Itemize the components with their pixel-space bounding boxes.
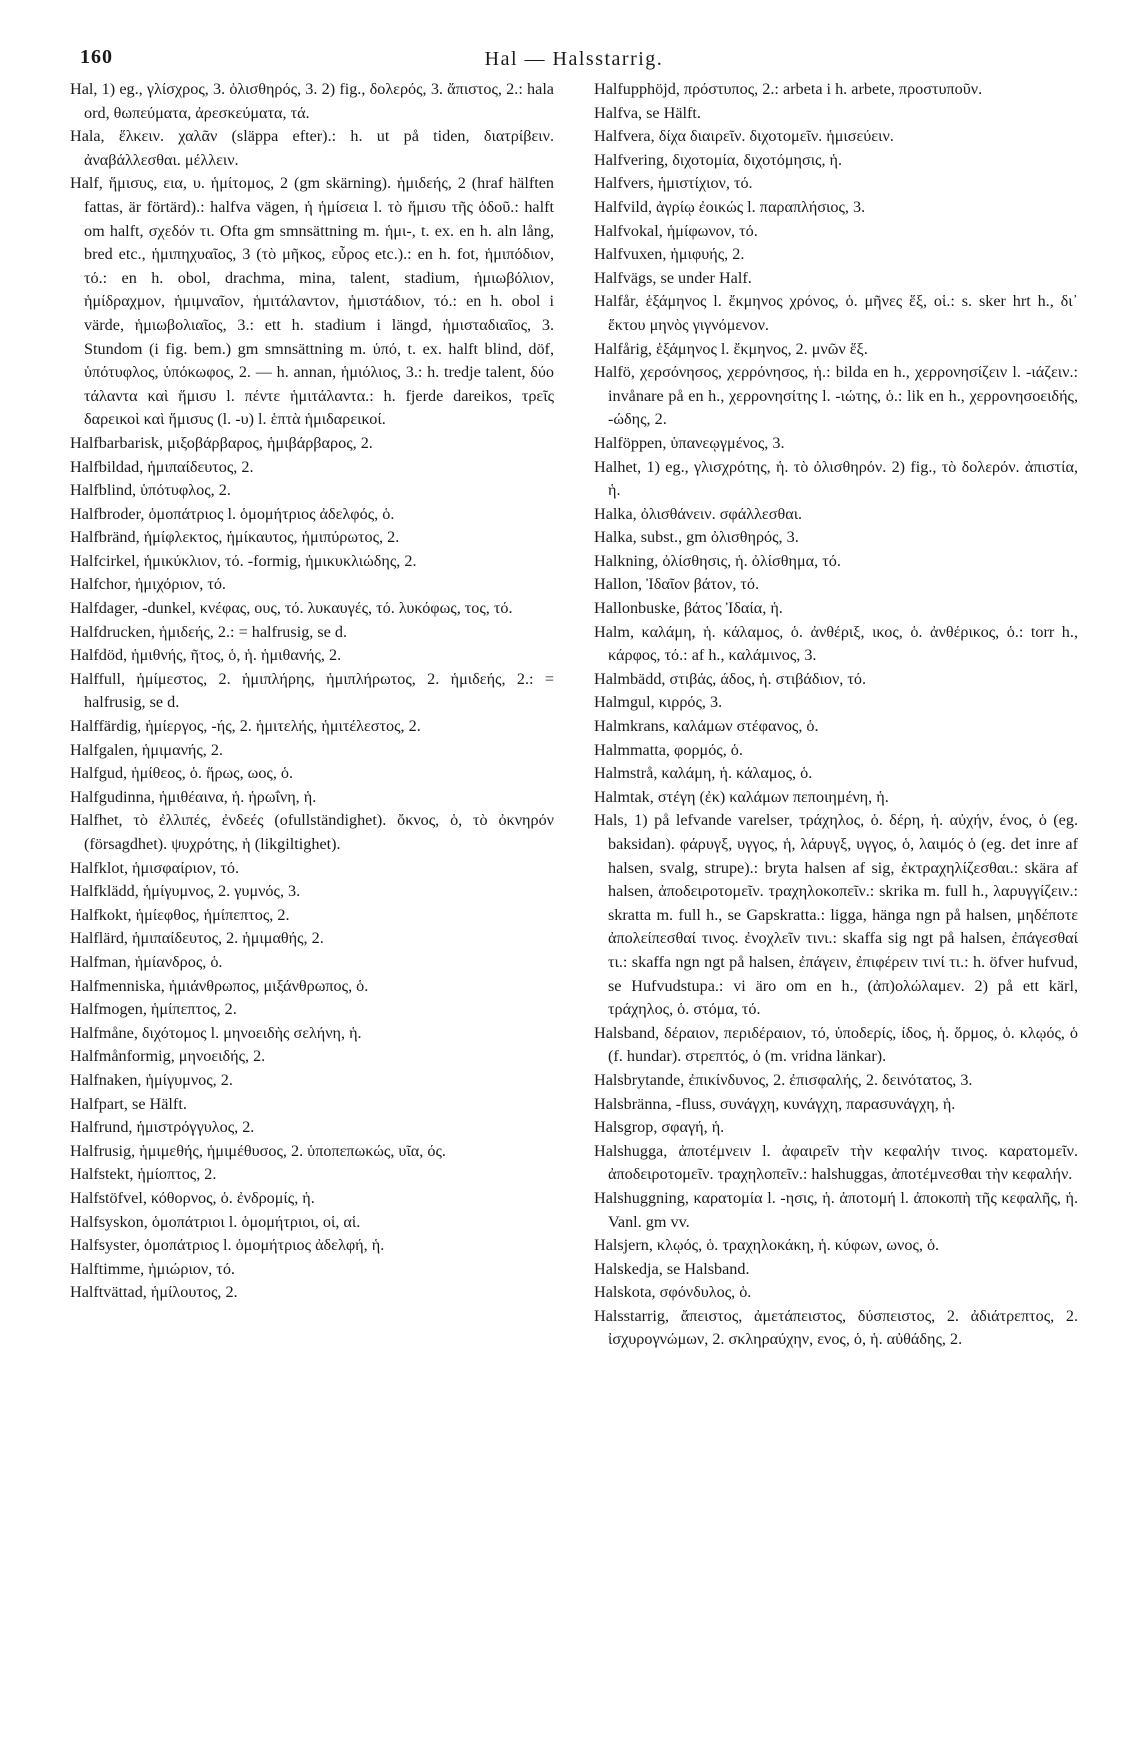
dictionary-entry: Halfvera, δίχα διαιρεῖν. διχοτομεῖν. ἡμισεύειν. [594, 127, 894, 146]
dictionary-entry: Halskedja, se Halsband. [594, 1259, 750, 1278]
dictionary-entry: Halfmåne, διχότομος l. μηνοειδὴς σελήνη, ἡ. [70, 1023, 362, 1042]
dictionary-entry: Halfpart, se Hälft. [70, 1094, 187, 1113]
dictionary-entry: Halmmatta, φορμός, ὁ. [594, 740, 743, 759]
dictionary-entry: Halshuggning, καρατομία l. -ησις, ἡ. ἀποτομή l. ἀποκοπὴ τῆς κεφαλῆς, ἡ. Vanl. gm vv. [594, 1188, 1078, 1231]
dictionary-entry: Halfnaken, ἡμίγυμνος, 2. [70, 1070, 233, 1089]
running-head: Hal — Halsstarrig. [484, 48, 664, 70]
dictionary-entry: Halfrund, ἡμιστρόγγυλος, 2. [70, 1118, 255, 1137]
dictionary-entry: Halfbildad, ἡμιπαίδευτος, 2. [70, 457, 254, 476]
dictionary-entry: Halffull, ἡμίμεστος, 2. ἡμιπλήρης, ἡμιπλήρωτος, 2. ἡμιδεής, 2.: = halfrusig, se d. [70, 669, 554, 712]
dictionary-entry: Halföppen, ὑπανεῳγμένος, 3. [594, 433, 785, 452]
dictionary-entry: Halfdöd, ἡμιθνής, ῆτος, ὁ, ἡ. ἡμιθανής, 2. [70, 646, 342, 665]
dictionary-entry: Halkning, ὀλίσθησις, ἡ. ὀλίσθημα, τό. [594, 551, 841, 570]
dictionary-entry: Halftimme, ἡμιώριον, τό. [70, 1259, 235, 1278]
dictionary-entry: Halmbädd, στιβάς, άδος, ἡ. στιβάδιον, τό. [594, 669, 867, 688]
dictionary-page [70, 22, 1078, 1712]
dictionary-entry: Hal, 1) eg., γλίσχρος, 3. ὀλισθηρός, 3. 2) fig., δολερός, 3. ἄπιστος, 2.: hala ord, θωπεύματα, ἀρεσκεύματα, τά. [70, 80, 554, 122]
dictionary-entry: Halfblind, ὑπότυφλος, 2. [70, 481, 231, 500]
dictionary-entry: Halfmånformig, μηνοειδής, 2. [70, 1047, 266, 1066]
dictionary-entry: Halka, subst., gm ὀλισθηρός, 3. [594, 528, 799, 547]
dictionary-entry: Halfbränd, ἡμίφλεκτος, ἡμίκαυτος, ἡμιπύρωτος, 2. [70, 528, 400, 547]
dictionary-entry: Halfcirkel, ἡμικύκλιον, τό. -formig, ἡμικυκλιώδης, 2. [70, 551, 417, 570]
dictionary-entry: Halfvuxen, ἡμιφυής, 2. [594, 245, 745, 264]
dictionary-entry: Halfva, se Hälft. [594, 103, 701, 122]
dictionary-entry: Halsjern, κλῳός, ὁ. τραχηλοκάκη, ἡ. κύφων, ωνος, ὁ. [594, 1236, 940, 1255]
dictionary-entry: Halskota, σφόνδυλος, ὁ. [594, 1283, 752, 1302]
dictionary-entry: Halmkrans, καλάμων στέφανος, ὁ. [594, 717, 819, 736]
dictionary-entry: Halfklot, ἡμισφαίριον, τό. [70, 858, 240, 877]
dictionary-entry: Halfklädd, ἡμίγυμνος, 2. γυμνός, 3. [70, 882, 301, 901]
dictionary-entry: Halfstöfvel, κόθορνος, ὁ. ἐνδρομίς, ἡ. [70, 1188, 315, 1207]
dictionary-entry: Halhet, 1) eg., γλισχρότης, ἡ. τὸ ὀλισθηρόν. 2) fig., τὸ δολερόν. ἀπιστία, ἡ. [594, 457, 1078, 500]
dictionary-entry: Halfgalen, ἡμιμανής, 2. [70, 740, 223, 759]
dictionary-entry: Halfår, ἑξάμηνος l. ἔκμηνος χρόνος, ὁ. μῆνες ἕξ, οἱ.: s. sker hrt h., δι᾽ ἕκτου μηνὸς γιγνόμενον. [594, 292, 1078, 334]
dictionary-entry: Halfman, ἡμίανδρος, ὁ. [70, 952, 223, 971]
dictionary-entry: Halfgudinna, ἡμιθέαινα, ἡ. ἡρωΐνη, ἡ. [70, 787, 317, 806]
dictionary-entry: Halfbarbarisk, μιξοβάρβαρος, ἡμιβάρβαρος, 2. [70, 433, 373, 452]
dictionary-entry: Hala, ἕλκειν. χαλᾶν (släppa efter).: h. ut på tiden, διατρίβειν. ἀναβάλλεσθαι. μέλλειν. [70, 127, 554, 169]
dictionary-entry: Halfkokt, ἡμίεφθος, ἡμίπεπτος, 2. [70, 905, 290, 924]
dictionary-entry: Halfstekt, ἡμίοπτος, 2. [70, 1165, 217, 1184]
dictionary-entry: Halmtak, στέγη (ἐκ) καλάμων πεποιημένη, ἡ. [594, 787, 889, 806]
text-columns [70, 78, 1078, 1352]
dictionary-entry: Halfrusig, ἡμιμεθής, ἡμιμέθυσος, 2. ὑποπεπωκώς, υῖα, ός. [70, 1141, 446, 1160]
dictionary-entry: Halshugga, ἀποτέμνειν l. ἀφαιρεῖν τὴν κεφαλήν τινος. καρατομεῖν. ἀποδειροτομεῖν. τραχηλοπεῖν.: halshuggas, ἀποτέμνεσθαι τὴν κεφαλήν. [594, 1141, 1078, 1184]
dictionary-entry: Halfvering, διχοτομία, διχοτόμησις, ἡ. [594, 150, 843, 169]
dictionary-entry: Halfgud, ἡμίθεος, ὁ. ἥρως, ωος, ὁ. [70, 764, 294, 783]
page-number: 160 [80, 46, 113, 68]
right-column [594, 78, 1078, 1352]
dictionary-entry: Halka, ὀλισθάνειν. σφάλλεσθαι. [594, 504, 803, 523]
dictionary-entry: Halfö, χερσόνησος, χερρόνησος, ἡ.: bilda en h., χερρονησίζειν l. -ιάζειν.: invånare på en h., χερρονησίτης l. -ιώτης, ὁ.: lik en h., χερρονησοειδής, -ώδης, 2. [594, 363, 1078, 429]
dictionary-entry: Halfsyskon, ὁμοπάτριοι l. ὁμομήτριοι, οἱ, αἱ. [70, 1212, 361, 1231]
dictionary-entry: Halftvättad, ἡμίλουτος, 2. [70, 1283, 238, 1302]
dictionary-entry: Halfsyster, ὁμοπάτριος l. ὁμομήτριος ἀδελφή, ἡ. [70, 1236, 385, 1255]
dictionary-entry: Hals, 1) på lefvande varelser, τράχηλος, ὁ. δέρη, ἡ. αὐχήν, ένος, ὁ (eg. baksidan). φάρυγξ, υγγος, ἡ, λάρυγξ, υγγος, ὁ, λαιμός ὁ (eg. det inre af halsen, svalg, strupe).: bryta halsen af sig, ἐκτραχηλίζεσθαι.: skära af halsen, ἀποδειροτομεῖν. τραχηλοκοπεῖν.: skrika m. full h., λαρυγγίζειν.: skratta m. full h., se Gapskratta.: ligga, hänga ngn på halsen, μηδέποτε ἀπολείπεσθαί τινος. ἐνοχλεῖν τινι.: skaffa sig ngt på halsen, ἐπάγεσθαί τι.: skaffa ngn ngt på halsen, ἐπάγειν, ἐπιφέρειν τινί τι.: h. öfver hufvud, se Hufvudstupa.: vi äro om en h., (ἀπ)ολώλαμεν. 2) på ett kärl, τράχηλος, ὁ. στόμα, τό. [594, 811, 1078, 1019]
dictionary-entry: Halffärdig, ἡμίεργος, -ής, 2. ἡμιτελής, ἡμιτέλεστος, 2. [70, 717, 421, 736]
dictionary-entry: Halfchor, ἡμιχόριον, τό. [70, 575, 226, 594]
dictionary-entry: Halfvokal, ἡμίφωνον, τό. [594, 221, 758, 240]
dictionary-entry: Halfhet, τὸ ἐλλιπές, ἐνδεές (ofullständighet). ὄκνος, ὁ, τὸ ὀκνηρόν (försagdhet). ψυχρότης, ἡ (likgiltighet). [70, 811, 554, 853]
dictionary-entry: Halsband, δέραιον, περιδέραιον, τό, ὑποδερίς, ίδος, ἡ. ὅρμος, ὁ. κλῳός, ὁ (f. hundar). στρεπτός, ὁ (m. vridna länkar). [594, 1023, 1078, 1066]
dictionary-entry: Halmgul, κιρρός, 3. [594, 693, 723, 712]
dictionary-entry: Halsbrytande, ἐπικίνδυνος, 2. ἐπισφαλής, 2. δεινότατος, 3. [594, 1070, 973, 1089]
dictionary-entry: Hallonbuske, βάτος Ἰδαία, ἡ. [594, 599, 783, 618]
dictionary-entry: Halmstrå, καλάμη, ἡ. κάλαμος, ὁ. [594, 764, 813, 783]
dictionary-entry: Halflärd, ἡμιπαίδευτος, 2. ἡμιμαθής, 2. [70, 929, 324, 948]
dictionary-entry: Halfvers, ἡμιστίχιον, τό. [594, 174, 753, 193]
page-header [70, 22, 1078, 78]
dictionary-entry: Halsstarrig, ἄπειστος, ἀμετάπειστος, δύσπειστος, 2. ἀδιάτρεπτος, 2. ἰσχυρογνώμων, 2. σκληραύχην, ενος, ὁ, ἡ. αὐθάδης, 2. [594, 1306, 1078, 1349]
dictionary-entry: Halfupphöjd, πρόστυπος, 2.: arbeta i h. arbete, προστυποῦν. [594, 80, 983, 98]
dictionary-entry: Halfmogen, ἡμίπεπτος, 2. [70, 1000, 237, 1019]
dictionary-entry: Halsbränna, -fluss, συνάγχη, κυνάγχη, παρασυνάγχη, ἡ. [594, 1094, 956, 1113]
dictionary-entry: Halfvild, ἀγρίῳ ἐοικώς l. παραπλήσιος, 3. [594, 197, 866, 216]
dictionary-entry: Halfdrucken, ἡμιδεής, 2.: = halfrusig, se d. [70, 622, 348, 641]
dictionary-entry: Halfmenniska, ἡμιάνθρωπος, μιξάνθρωπος, ὁ. [70, 976, 369, 995]
dictionary-entry: Halfvägs, se under Half. [594, 268, 752, 287]
dictionary-entry: Halfårig, ἑξάμηνος l. ἔκμηνος, 2. μνῶν ἕξ. [594, 339, 868, 358]
dictionary-entry: Halm, καλάμη, ἡ. κάλαμος, ὁ. ἀνθέριξ, ικος, ὁ. ἀνθέρικος, ὁ.: torr h., κάρφος, τό.: af h., καλάμινος, 3. [594, 622, 1078, 665]
dictionary-entry: Halfdager, -dunkel, κνέφας, ους, τό. λυκαυγές, τό. λυκόφως, τος, τό. [70, 599, 513, 618]
left-column [70, 78, 554, 1352]
dictionary-entry: Halsgrop, σφαγή, ἡ. [594, 1118, 725, 1137]
dictionary-entry: Half, ἥμισυς, εια, υ. ἡμίτομος, 2 (gm skärning). ἡμιδεής, 2 (hraf hälften fattas, är förtärd).: halfva vägen, ἡ ἡμίσεια l. τὸ ἥμισυ τῆς ὁδοῦ.: halft om halft, σχεδόν τι. Ofta gm smnsättning m. ἡμι-, t. ex. en h. aln lång, bred etc., ἡμιπηχυαῖος, 3 (τὸ μῆκος, εὖρος etc.).: en h. fot, ἡμιπόδιον, τό.: en h. obol, drachma, mina, talent, stadium, ἡμιωβόλιον, ἡμίδραχμον, ἡμιμναῖον, ἡμιτάλαντον, ἡμιστάδιον, τό.: en h. obol i värde, ἡμιωβολιαῖος, 3.: ett h. stadium i längd, ἡμισταδιαῖος, 3. Stundom (i fig. bem.) gm smnsättning m. ὑπό, t. ex. halft blind, döf, ὑπότυφλος, ὑπόκωφος, 2. — h. annan, ἡμιόλιος, 3.: h. tredje talent, δύο τάλαντα καὶ ἥμισυ l. πέντε ἡμιτάλαντα.: h. fjerde dareikos, τρεῖς δαρεικοὶ καὶ ἥμισυς (l. -υ) l. ἑπτὰ ἡμιδαρεικοί. [70, 174, 554, 429]
dictionary-entry: Halfbroder, ὁμοπάτριος l. ὁμομήτριος ἀδελφός, ὁ. [70, 504, 395, 523]
dictionary-entry: Hallon, Ἰδαῖον βάτον, τό. [594, 575, 760, 594]
